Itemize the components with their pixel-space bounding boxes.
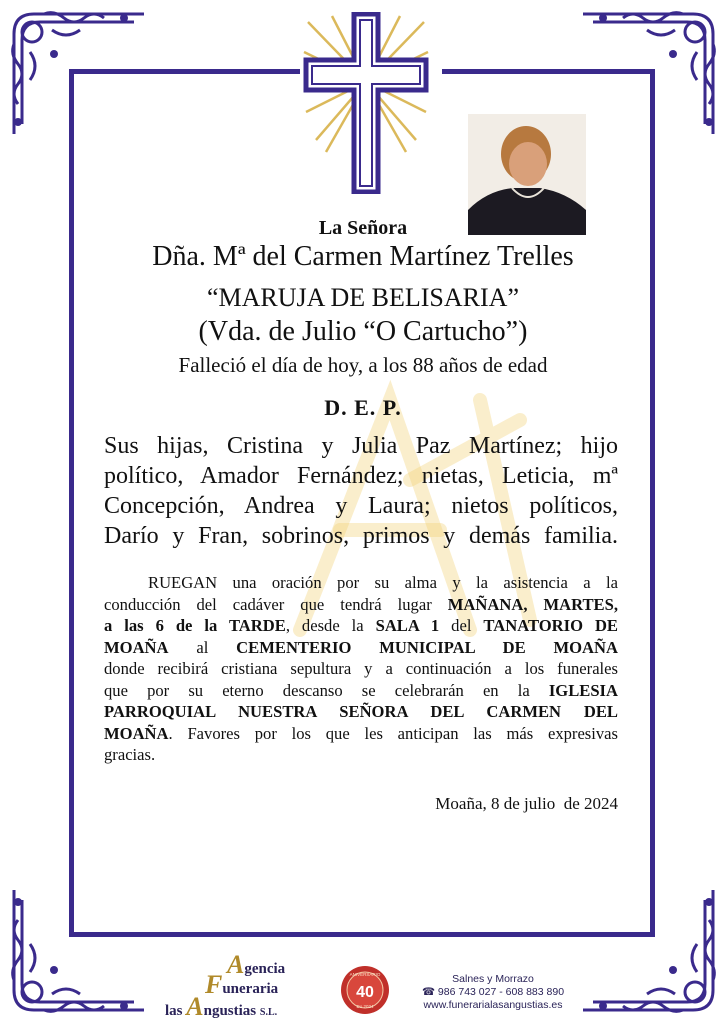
agency-logo [165,948,315,1021]
logo-word: las [165,1003,187,1019]
announcement-line [104,572,618,594]
widow-note: (Vda. de Julio “O Cartucho”) [198,316,528,347]
announcement-line [104,680,618,702]
seal-bottom-text: Do 2024 [356,1004,374,1009]
logo-letter: A [186,992,204,1021]
announcement-text [104,572,618,766]
text-run-bold: a las 6 de la TARDE [104,616,286,635]
logo-word: uneraria [222,981,279,997]
announcement-line [104,701,618,723]
text-run: al [168,637,237,657]
family-line: Darío y Fran, sobrinos, primos y demás familia. [104,523,618,549]
text-run-bold: MOAÑA [104,723,169,743]
deceased-name: Dña. Mª del Carmen Martínez Trelles [152,241,574,272]
announcement-line [104,637,618,659]
deceased-nickname: “MARUJA DE BELISARIA” [207,283,519,312]
announcement-line [104,615,618,637]
contact-area: Salnes y Morrazo [452,973,534,985]
family-line: Sus hijas, Cristina y Julia Paz Martínez; hijo [104,433,618,459]
text-run: conducción del cadáver que tendrá lugar [104,594,448,614]
dep-label: D. E. P. [324,395,402,420]
contact-block [408,973,578,1012]
logo-suffix: S.L. [259,1007,278,1018]
family-line: Concepción, Andrea y Laura; nietos políticos, [104,493,618,519]
text-run: gracias. [104,745,156,764]
announcement-line [104,723,618,745]
contact-phones: ☎ 986 743 027 - 608 883 890 [421,986,565,998]
text-run-bold: MAÑANA, MARTES, [447,594,618,614]
contact-web-link[interactable]: www.funerarialasangustias.es [423,999,563,1011]
text-run-bold: CEMENTERIO MUNICIPAL DE MOAÑA [236,637,618,657]
text-run: , desde la [285,616,376,635]
logo-letter: F [205,970,223,999]
text-run-bold: TANATORIO DE [483,616,618,635]
anniversary-seal [340,965,390,1015]
seal-top-text: ANIVERSARIO [349,972,381,977]
logo-letter: A [227,950,245,979]
logo-word: ngustias [203,1003,257,1019]
text-run: RUEGAN una oración por su alma y la asistencia a la [148,573,618,592]
announcement-line [104,594,618,616]
date-line: Moaña, 8 de julio de 2024 [435,794,618,813]
text-run: donde recibirá cristiana sepultura y a continuación a los funerales [104,659,618,678]
seal-number: 40 [356,984,374,1001]
announcement-line [104,658,618,680]
announcement-line [104,744,618,766]
logo-word: gencia [244,961,286,977]
text-run-bold: IGLESIA [548,680,618,700]
title-label: La Señora [318,217,408,239]
family-line: político, Amador Fernández; nietas, Leticia, mª [104,463,618,489]
text-run: . Favores por los que les anticipan las más expresivas [168,723,618,743]
text-run-bold: SALA 1 [375,616,440,635]
text-run-bold: PARROQUIAL NUESTRA SEÑORA DEL CARMEN DEL [104,702,618,721]
text-run: que por su eterno descanso se celebrarán en la [104,680,549,700]
passing-note: Falleció el día de hoy, a los 88 años de edad [178,353,548,377]
text-run-bold: MOAÑA [104,637,169,657]
cross-icon [302,12,430,194]
text-run: del [439,616,484,635]
family-list [104,431,618,551]
